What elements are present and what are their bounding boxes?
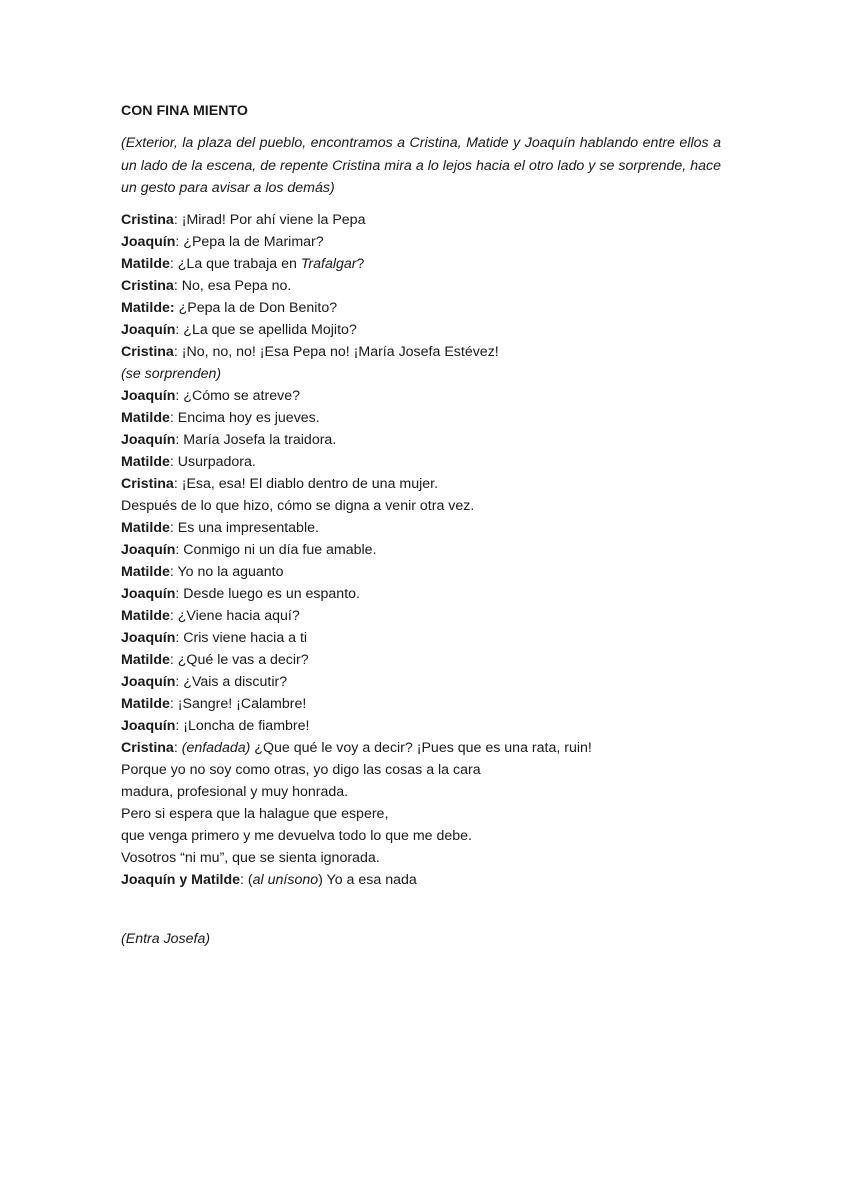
dialogue-text-after: ? xyxy=(356,255,365,272)
dialogue-list xyxy=(121,209,721,891)
inline-direction: (enfadada) xyxy=(181,739,251,756)
dialogue-line xyxy=(121,539,721,561)
speaker-name: Joaquín xyxy=(121,717,176,734)
dialogue-text: Usurpadora. xyxy=(177,453,256,470)
dialogue-text: ¿Que qué le voy a decir? ¡Pues que es una rata, ruin! xyxy=(250,739,592,756)
dialogue-text-after: ) Yo a esa nada xyxy=(318,871,417,888)
dialogue-text: Desde luego es un espanto. xyxy=(183,585,360,602)
dialogue-text: ¿La que trabaja en xyxy=(177,255,301,272)
speaker-name: Joaquín xyxy=(121,321,176,338)
dialogue-line xyxy=(121,363,721,385)
dialogue-line xyxy=(121,407,721,429)
separator: : xyxy=(175,387,184,404)
dialogue-text: Es una impresentable. xyxy=(177,519,319,536)
dialogue-text: Conmigo ni un día fue amable. xyxy=(183,541,377,558)
dialogue-line xyxy=(121,869,721,891)
dialogue-line xyxy=(121,649,721,671)
separator: : xyxy=(173,343,182,360)
dialogue-text: ¡Loncha de fiambre! xyxy=(183,717,310,734)
separator: : xyxy=(175,431,184,448)
separator: : xyxy=(175,585,184,602)
dialogue-line xyxy=(121,253,721,275)
separator: : xyxy=(175,629,184,646)
speaker-name: Cristina xyxy=(121,211,174,228)
separator: : xyxy=(173,475,182,492)
dialogue-line xyxy=(121,495,721,517)
separator: : ( xyxy=(240,871,253,888)
dialogue-line xyxy=(121,715,721,737)
dialogue-text: ¿Pepa la de Marimar? xyxy=(183,233,324,250)
dialogue-text: Vosotros “ni mu”, que se sienta ignorada. xyxy=(121,849,380,866)
speaker-name: Cristina xyxy=(121,475,174,492)
dialogue-line xyxy=(121,473,721,495)
separator: : xyxy=(175,541,184,558)
dialogue-text: ¿Vais a discutir? xyxy=(183,673,288,690)
speaker-name: Matilde xyxy=(121,453,170,470)
dialogue-text: ¿Pepa la de Don Benito? xyxy=(178,299,338,316)
dialogue-line xyxy=(121,341,721,363)
speaker-name: Cristina xyxy=(121,343,174,360)
dialogue-line xyxy=(121,781,721,803)
speaker-name: Matilde xyxy=(121,695,170,712)
speaker-name: Joaquín y Matilde xyxy=(121,871,241,888)
speaker-name: Cristina xyxy=(121,739,174,756)
speaker-name: Joaquín xyxy=(121,541,176,558)
dialogue-line xyxy=(121,319,721,341)
dialogue-text: madura, profesional y muy honrada. xyxy=(121,783,349,800)
dialogue-line xyxy=(121,561,721,583)
separator: : xyxy=(169,607,178,624)
speaker-name: Matilde xyxy=(121,651,170,668)
dialogue-line xyxy=(121,209,721,231)
dialogue-text: Yo no la aguanto xyxy=(177,563,284,580)
dialogue-line xyxy=(121,671,721,693)
dialogue-line xyxy=(121,385,721,407)
dialogue-line xyxy=(121,605,721,627)
dialogue-text: ¡No, no, no! ¡Esa Pepa no! ¡María Josefa Estévez! xyxy=(181,343,499,360)
separator: : xyxy=(175,717,184,734)
italic-text: al unísono xyxy=(252,871,319,888)
italic-text: Trafalgar xyxy=(300,255,357,272)
dialogue-line xyxy=(121,759,721,781)
document-title: CON FINA MIENTO xyxy=(121,103,248,119)
speaker-name: Matilde xyxy=(121,409,170,426)
speaker-name: Joaquín xyxy=(121,629,176,646)
dialogue-line xyxy=(121,825,721,847)
dialogue-text: Encima hoy es jueves. xyxy=(177,409,320,426)
separator: : xyxy=(175,673,184,690)
dialogue-line xyxy=(121,297,721,319)
speaker-name: Matilde xyxy=(121,519,170,536)
separator: : xyxy=(169,255,178,272)
speaker-name: Joaquín xyxy=(121,387,176,404)
speaker-name: Joaquín xyxy=(121,585,176,602)
dialogue-text: Cris viene hacia a ti xyxy=(183,629,308,646)
speaker-name: Matilde xyxy=(121,255,170,272)
separator: : xyxy=(175,321,184,338)
dialogue-text: ¡Esa, esa! El diablo dentro de una mujer. xyxy=(181,475,439,492)
dialogue-text: Después de lo que hizo, cómo se digna a venir otra vez. xyxy=(121,497,475,514)
dialogue-line xyxy=(121,429,721,451)
dialogue-line xyxy=(121,627,721,649)
dialogue-text: ¿Viene hacia aquí? xyxy=(177,607,300,624)
speaker-name: Matilde: xyxy=(121,299,175,316)
dialogue-line xyxy=(121,231,721,253)
separator: : xyxy=(173,739,182,756)
script-body xyxy=(121,100,721,891)
separator: : xyxy=(169,651,178,668)
speaker-name: Matilde xyxy=(121,607,170,624)
speaker-name: Joaquín xyxy=(121,233,176,250)
dialogue-line xyxy=(121,803,721,825)
dialogue-text: ¡Sangre! ¡Calambre! xyxy=(177,695,307,712)
dialogue-line xyxy=(121,693,721,715)
stage-direction-intro: (Exterior, la plaza del pueblo, encontramos a Cristina, Matide y Joaquín hablando entre ellos a un lado de la escena, de repente Cristina mira a lo lejos hacia el otro lado y se sorprende, hace un gesto para avisar a los demás) xyxy=(121,135,721,196)
separator: : xyxy=(169,563,178,580)
speaker-name: Matilde xyxy=(121,563,170,580)
speaker-name: Joaquín xyxy=(121,673,176,690)
dialogue-line xyxy=(121,847,721,869)
dialogue-text: que venga primero y me devuelva todo lo que me debe. xyxy=(121,827,472,844)
dialogue-line xyxy=(121,451,721,473)
dialogue-line xyxy=(121,583,721,605)
dialogue-line xyxy=(121,737,721,759)
separator: : xyxy=(173,277,182,294)
dialogue-text: ¿Cómo se atreve? xyxy=(183,387,300,404)
separator: : xyxy=(169,409,178,426)
separator: : xyxy=(173,211,182,228)
dialogue-text: ¡Mirad! Por ahí viene la Pepa xyxy=(181,211,366,228)
dialogue-text: No, esa Pepa no. xyxy=(181,277,292,294)
dialogue-text: ¿La que se apellida Mojito? xyxy=(183,321,357,338)
dialogue-line xyxy=(121,517,721,539)
speaker-name: Joaquín xyxy=(121,431,176,448)
speaker-name: Cristina xyxy=(121,277,174,294)
dialogue-text: Pero si espera que la halague que espere, xyxy=(121,805,389,822)
dialogue-line xyxy=(121,275,721,297)
stage-direction-closing: (Entra Josefa) xyxy=(121,931,211,947)
dialogue-text: María Josefa la traidora. xyxy=(183,431,337,448)
separator: : xyxy=(169,519,178,536)
separator: : xyxy=(169,695,178,712)
dialogue-text: Porque yo no soy como otras, yo digo las cosas a la cara xyxy=(121,761,481,778)
separator: : xyxy=(169,453,178,470)
stage-direction: (se sorprenden) xyxy=(121,365,222,382)
separator: : xyxy=(175,233,184,250)
dialogue-text: ¿Qué le vas a decir? xyxy=(177,651,309,668)
